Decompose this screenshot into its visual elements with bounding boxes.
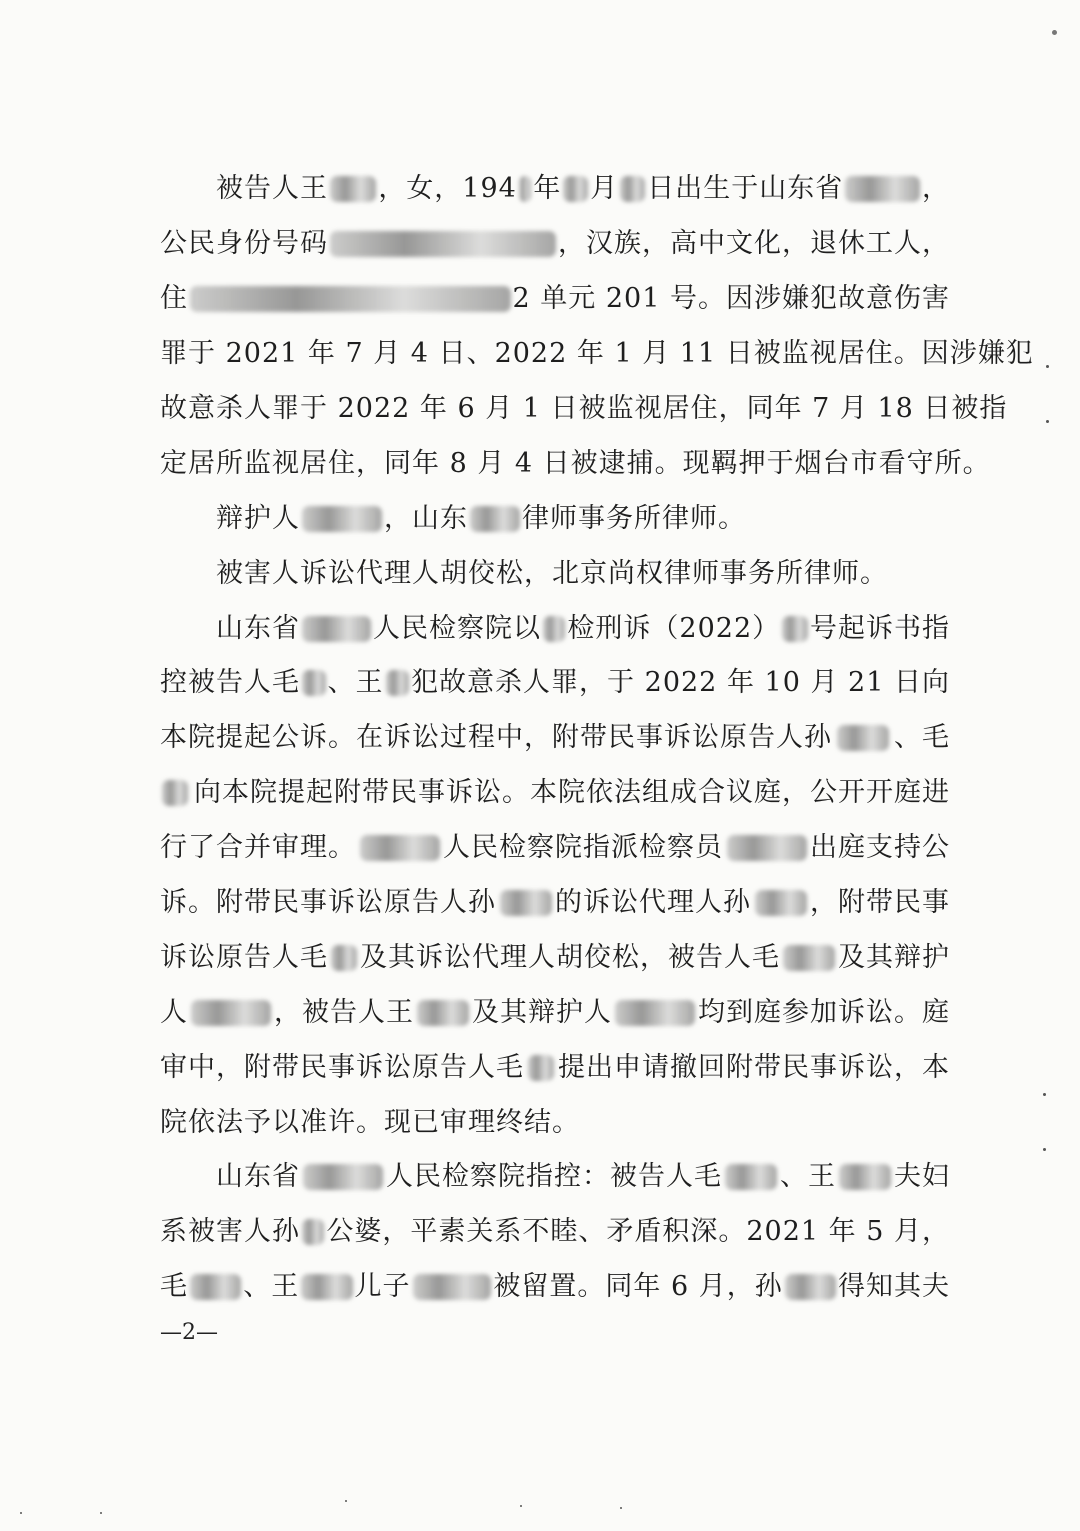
text-segment: 2 单元 201 号。因涉嫌犯故意伤害 [512,283,950,315]
text-line [160,930,950,985]
text-line [160,436,991,491]
text-segment: 人 [160,996,188,1028]
text-segment: 的诉讼代理人孙 [555,887,751,919]
text-segment: 犯故意杀人罪，于 2022 年 10 月 21 日向 [411,667,950,699]
text-segment: 诉。附带民事诉讼原告人孙 [160,887,496,919]
redaction [413,1274,492,1300]
text-segment: 被告人王 [216,173,328,205]
scan-speck [1043,1148,1046,1151]
text-segment: 、王 [327,667,384,699]
redaction [528,1055,554,1081]
scan-speck [100,1512,102,1514]
redaction [839,1164,891,1190]
text-segment: ，汉族，高中文化，退休工人， [558,228,950,260]
text-segment: 人民检察院指控：被告人毛 [386,1161,722,1193]
text-segment: 罪于 2021 年 7 月 4 日、2022 年 1 月 11 日被监视居住。因涉嫌犯 [160,338,1034,370]
text-segment: 被害人诉讼代理人胡佼松，北京尚权律师事务所律师。 [216,557,888,589]
text-segment: 儿子 [354,1271,411,1303]
text-line [160,1095,950,1150]
text-segment: ， [922,173,951,205]
redaction [302,616,371,642]
redaction [330,231,556,257]
text-segment: ，女，194 [378,173,517,205]
text-segment: 辩护人 [216,502,300,534]
text-segment: 人民检察院指派检察员 [443,832,723,864]
redaction [782,616,808,642]
text-line [160,821,950,876]
redaction [563,176,588,202]
redaction [500,890,552,916]
scan-speck [20,1512,22,1514]
text-segment: 被留置。同年 6 月，孙 [493,1271,783,1303]
redaction [417,1000,469,1026]
text-segment: 得知其夫 [838,1271,950,1303]
redaction [302,670,326,696]
text-segment: 定居所监视居住，同年 8 月 4 日被逮捕。现羁押于烟台市看守所。 [160,447,991,479]
redaction [302,506,382,532]
text-line [160,217,950,272]
text-segment: 院依法予以准许。现已审理终结。 [160,1106,580,1138]
judgment-text [160,162,1034,1315]
text-line [160,656,950,711]
redaction [519,176,531,202]
scan-speck [520,1505,522,1507]
scan-speck [1046,420,1049,423]
text-line [160,985,950,1040]
text-segment: ，附带民事 [810,887,950,919]
redaction [331,945,357,971]
redaction [191,1000,271,1026]
redaction [543,616,565,642]
text-line [160,711,950,766]
text-line [160,1260,950,1315]
text-segment: 人民检察院以 [372,612,541,644]
text-segment: 均到庭参加诉讼。庭 [698,996,950,1028]
text-segment: ，被告人王 [274,996,414,1028]
text-segment: 本院提起公诉。在诉讼过程中，附带民事诉讼原告人孙 [160,722,832,754]
text-segment: 向本院提起附带民事诉讼。本院依法组成合议庭，公开开庭进 [194,777,950,809]
text-segment: 号起诉书指 [810,612,950,644]
redaction [620,176,645,202]
text-segment: 、王 [243,1271,300,1303]
redaction [330,176,376,202]
redaction [386,670,410,696]
redaction [301,1274,352,1300]
text-line [160,162,950,217]
text-segment: 山东省 [216,1161,300,1193]
redaction [190,286,511,312]
text-segment: 故意杀人罪于 2022 年 6 月 1 日被监视居住，同年 7 月 18 日被指 [160,393,1008,424]
text-segment: 审中，附带民事诉讼原告人毛 [160,1051,524,1083]
redaction [162,780,188,806]
text-line [160,876,950,931]
text-segment: 行了合并审理。 [160,832,356,864]
text-segment: 系被害人孙 [160,1216,300,1248]
text-line [160,601,950,656]
text-segment: 山东省 [216,612,300,644]
text-segment: 日出生于山东省 [647,173,844,205]
text-segment: 公婆，平素关系不睦、矛盾积深。2021 年 5 月， [326,1216,950,1248]
text-line [160,546,950,601]
scan-speck [1046,365,1049,368]
text-segment: 住 [160,283,188,315]
redaction [302,1219,324,1245]
text-segment: 出庭支持公 [810,832,950,864]
text-segment: 诉讼原告人毛 [160,941,328,973]
redaction [845,176,920,202]
scan-speck [1043,1093,1046,1096]
redaction [303,1164,383,1190]
redaction [615,1000,695,1026]
text-segment: 控被告人毛 [160,667,300,699]
scan-speck [1052,30,1057,35]
text-line [160,272,950,327]
redaction [470,506,520,532]
text-line [160,766,950,821]
text-segment: 检刑诉（2022） [567,612,781,644]
redaction [783,945,835,971]
redaction [190,1274,241,1300]
text-segment: ，山东 [384,502,468,534]
redaction [785,1274,836,1300]
text-segment: 律师事务所律师。 [522,502,746,534]
text-line [160,1205,950,1260]
redaction [837,725,889,751]
text-segment: 、王 [780,1161,836,1193]
text-segment: 提出申请撤回附带民事诉讼，本 [558,1051,950,1083]
text-line [160,491,950,546]
text-segment: 及其诉讼代理人胡佼松，被告人毛 [360,941,780,973]
scan-speck [620,1507,622,1509]
text-segment: 毛 [160,1271,188,1303]
text-line [160,327,1034,382]
page-number: —2— [160,1320,218,1345]
text-line [160,1150,950,1205]
text-segment: 及其辩护 [838,941,950,973]
text-segment: 及其辩护人 [472,996,612,1028]
redaction [360,835,440,861]
text-segment: 月 [590,173,619,205]
text-line [160,382,1008,437]
scan-speck [345,1500,347,1502]
text-segment: 公民身份号码 [160,228,328,260]
text-line [160,1040,950,1095]
redaction [755,890,807,916]
redaction [727,835,807,861]
text-segment: 年 [533,173,562,205]
text-segment: 、毛 [894,722,950,754]
text-segment: 夫妇 [894,1161,950,1193]
redaction [725,1164,777,1190]
